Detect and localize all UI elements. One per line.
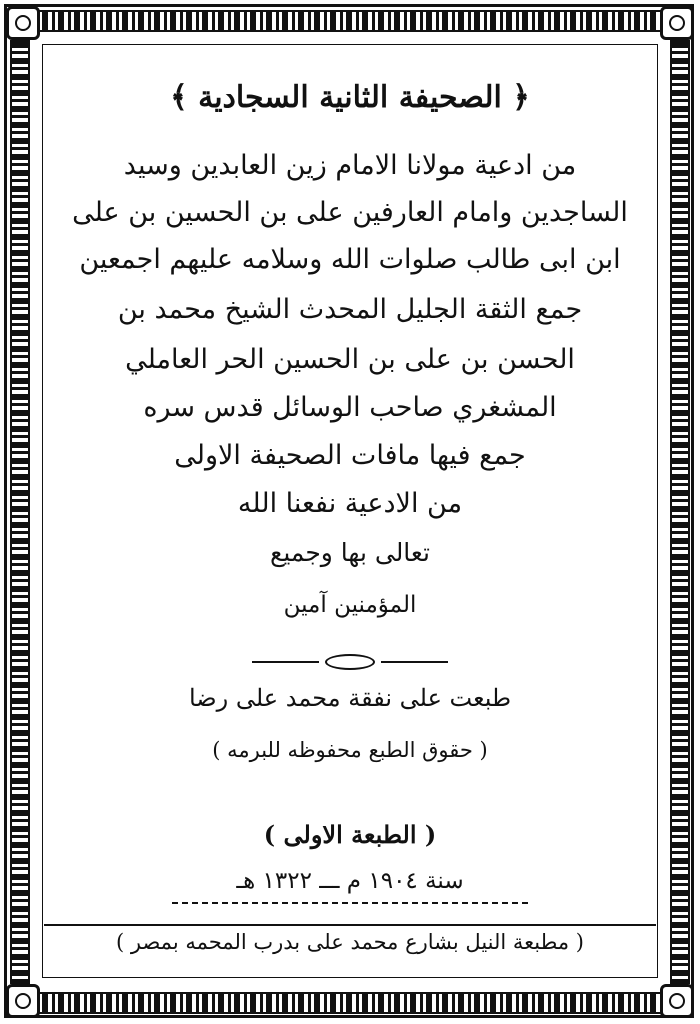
corner-ornament-icon bbox=[6, 6, 40, 40]
book-title: ﴿ الصحيفة الثانية السجادية ﴾ bbox=[170, 80, 530, 115]
body-line-7: جمع فيها مافات الصحيفة الاولى bbox=[174, 440, 526, 471]
body-line-4: جمع الثقة الجليل المحدث الشيخ محمد بن bbox=[117, 294, 583, 325]
body-line-9: تعالى بها وجميع bbox=[270, 538, 430, 567]
printer-note: طبعت على نفقة محمد على رضا bbox=[188, 684, 512, 712]
body-line-1: من ادعية مولانا الامام زين العابدين وسيد bbox=[123, 150, 577, 181]
date-underline bbox=[172, 902, 528, 904]
divider-flourish-icon bbox=[252, 654, 448, 670]
corner-ornament-icon bbox=[660, 984, 694, 1018]
date-line: سنة ١٩٠٤ م ـــ ١٣٢٢ هـ bbox=[236, 868, 464, 894]
press-imprint: ( مطبعة النيل بشارع محمد على بدرب المحمه بمصر ) bbox=[116, 930, 584, 954]
body-line-6: المشغري صاحب الوسائل قدس سره bbox=[143, 392, 557, 423]
body-line-10: المؤمنين آمين bbox=[283, 592, 417, 618]
body-line-2: الساجدين وامام العارفين على بن الحسين بن على bbox=[72, 197, 628, 228]
corner-ornament-icon bbox=[6, 984, 40, 1018]
frame-band-right bbox=[670, 40, 690, 984]
edition-label: ( الطبعة الاولى ) bbox=[263, 820, 437, 849]
title-page bbox=[52, 62, 648, 964]
frame-band-bottom bbox=[18, 992, 682, 1014]
rights-notice: ( حقوق الطبع محفوظه للبرمه ) bbox=[212, 738, 488, 762]
press-divider bbox=[44, 924, 656, 926]
body-line-8: من الادعية نفعنا الله bbox=[237, 488, 463, 519]
body-line-3: ابن ابى طالب صلوات الله وسلامه عليهم اجمعين bbox=[79, 244, 621, 275]
frame-band-top bbox=[18, 10, 682, 32]
frame-band-left bbox=[10, 40, 30, 984]
corner-ornament-icon bbox=[660, 6, 694, 40]
body-line-5: الحسن بن على بن الحسين الحر العاملي bbox=[125, 344, 575, 375]
